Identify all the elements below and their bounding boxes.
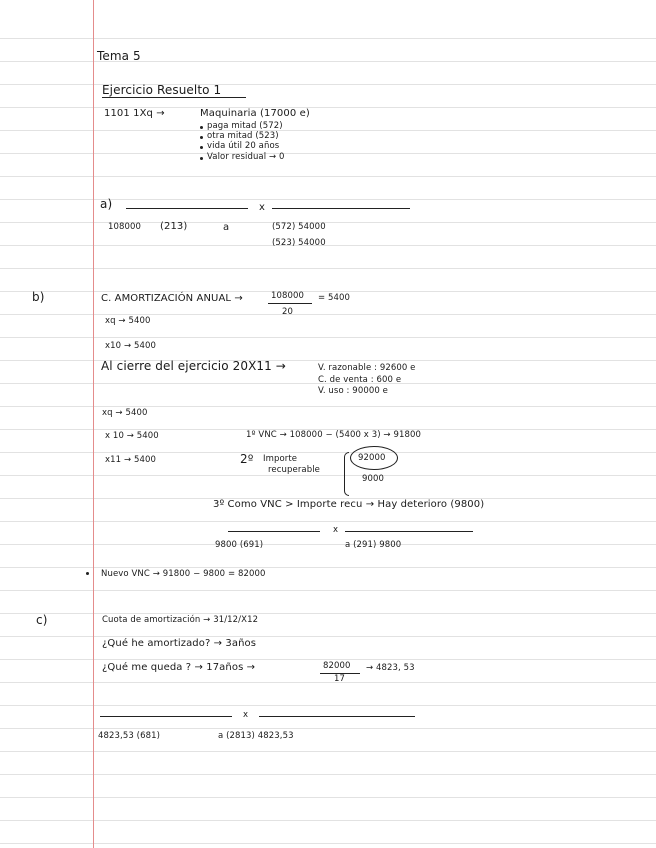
journal-rule-right bbox=[345, 531, 473, 532]
amortizacion-credit: a (2813) 4823,53 bbox=[218, 731, 294, 741]
valor-razonable: V. razonable : 92600 e bbox=[318, 363, 416, 373]
note-valor-residual: Valor residual → 0 bbox=[207, 152, 285, 162]
coste-venta: C. de venta : 600 e bbox=[318, 375, 402, 385]
debit-amount: 108000 bbox=[108, 222, 142, 232]
cuota-amortizacion: C. AMORTIZACIÓN ANUAL → bbox=[101, 293, 243, 304]
part-c-label: c) bbox=[36, 613, 48, 627]
journal-x-mark: x bbox=[259, 202, 266, 213]
fraction-denominator: 20 bbox=[282, 307, 294, 317]
bullet bbox=[200, 146, 203, 149]
note-otra-mitad: otra mitad (523) bbox=[207, 131, 279, 141]
note-vida-util: vida útil 20 años bbox=[207, 141, 280, 151]
journal-rule-right bbox=[272, 208, 410, 209]
journal-x-mark: x bbox=[243, 710, 249, 720]
maquinaria-label: Maquinaria (17000 e) bbox=[200, 108, 310, 119]
que-me-queda: ¿Qué me queda ? → 17años → bbox=[102, 662, 256, 673]
exercise-title-underline bbox=[102, 97, 246, 98]
bullet bbox=[200, 157, 203, 160]
cierre-ejercicio: Al cierre del ejercicio 20X11 → bbox=[101, 359, 286, 373]
red-margin-line bbox=[93, 0, 94, 848]
debit-account: (213) bbox=[160, 221, 188, 232]
step-3-deterioro: 3º Como VNC > Importe recu → Hay deterioro (9800) bbox=[213, 499, 485, 510]
deterioro-debit: 9800 (691) bbox=[215, 540, 264, 550]
cuota-amortizacion-x12: Cuota de amortización → 31/12/X12 bbox=[102, 615, 259, 625]
part-b-label: b) bbox=[32, 290, 45, 304]
journal-rule-left bbox=[126, 208, 248, 209]
bullet bbox=[200, 126, 203, 129]
note-paga-mitad: paga mitad (572) bbox=[207, 121, 283, 131]
step-2-label-recuperable: recuperable bbox=[268, 465, 321, 475]
fraction-bar bbox=[268, 303, 312, 304]
step-2-number: 2º bbox=[240, 452, 254, 466]
fraction-denominator: 17 bbox=[334, 674, 346, 684]
amortization-line: x11 → 5400 bbox=[105, 455, 157, 465]
deterioro-credit: a (291) 9800 bbox=[345, 540, 402, 550]
que-he-amortizado: ¿Qué he amortizado? → 3años bbox=[102, 638, 257, 649]
other-value: 9000 bbox=[362, 474, 385, 484]
journal-rule-left bbox=[228, 531, 320, 532]
valor-uso: V. uso : 90000 e bbox=[318, 386, 388, 396]
fraction-numerator: 82000 bbox=[323, 661, 351, 671]
step-2-label-importe: Importe bbox=[263, 454, 298, 464]
amortization-line: xq → 5400 bbox=[105, 316, 151, 326]
fraction-result: = 5400 bbox=[318, 293, 351, 303]
journal-rule-left bbox=[100, 716, 232, 717]
bullet bbox=[200, 136, 203, 139]
page-title: Tema 5 bbox=[97, 49, 141, 63]
account-code: 1101 1Xq → bbox=[104, 108, 165, 119]
brace bbox=[344, 452, 349, 496]
fraction-result: → 4823, 53 bbox=[366, 663, 415, 673]
part-a-label: a) bbox=[100, 197, 113, 211]
bullet bbox=[86, 572, 89, 575]
amortization-line: x10 → 5400 bbox=[105, 341, 157, 351]
credit-line-2: (523) 54000 bbox=[272, 238, 326, 248]
credit-line-1: (572) 54000 bbox=[272, 222, 326, 232]
nuevo-vnc: Nuevo VNC → 91800 − 9800 = 82000 bbox=[101, 569, 266, 579]
journal-rule-right bbox=[259, 716, 415, 717]
a-word: a bbox=[223, 222, 230, 233]
amortization-line: x 10 → 5400 bbox=[105, 431, 159, 441]
exercise-title: Ejercicio Resuelto 1 bbox=[102, 83, 222, 97]
amortizacion-debit: 4823,53 (681) bbox=[98, 731, 161, 741]
step-1-vnc: 1º VNC → 108000 − (5400 x 3) → 91800 bbox=[246, 430, 421, 440]
fraction-numerator: 108000 bbox=[271, 291, 305, 301]
amortization-line: xq → 5400 bbox=[102, 408, 148, 418]
circled-value: 92000 bbox=[358, 453, 386, 463]
journal-x-mark: x bbox=[333, 525, 339, 535]
